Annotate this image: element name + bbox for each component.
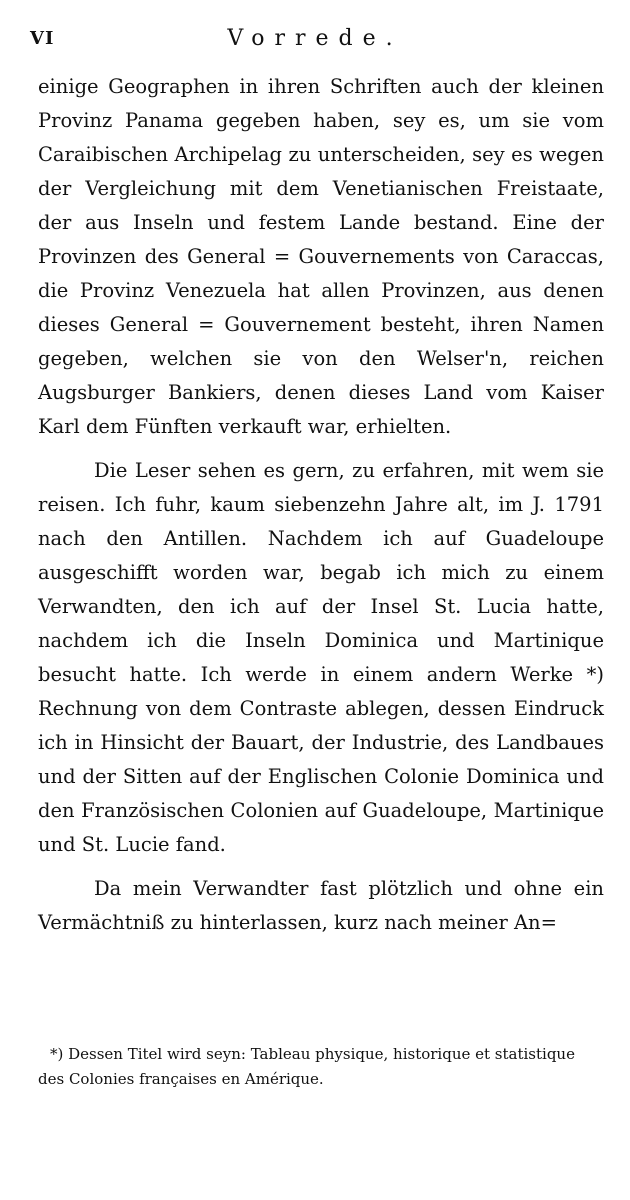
footnote: *) Dessen Titel wird seyn: Tableau physique, historique et statistique des Colonies françaises en Amérique. [38, 1045, 575, 1088]
paragraph-3: Da mein Verwandter fast plötzlich und ohne ein Vermächtniß zu hinterlassen, kurz nach meiner An= [38, 877, 604, 934]
page-header [30, 22, 600, 58]
paragraph-2: Die Leser sehen es gern, zu erfahren, mit wem sie reisen. Ich fuhr, kaum siebenzehn Jahre alt, im J. 1791 nach den Antillen. Nachdem ich auf Guadeloupe ausgeschifft worden war, begab ich mich zu einem Verwandten, den ich auf der Insel St. Lucia hatte, nachdem ich die Inseln Dominica und Martinique besucht hatte. Ich werde in einem andern Werke *) Rechnung von dem Contraste ablegen, dessen Eindruck ich in Hinsicht der Bauart, der Industrie, des Landbaues und der Sitten auf der Englischen Colonie Dominica und den Französischen Colonien auf Guadeloupe, Martinique und St. Lucie fand. [38, 459, 604, 856]
paragraph-1: einige Geographen in ihren Schriften auch der kleinen Provinz Panama gegeben haben, sey es, um sie vom Caraibischen Archipelag zu unterscheiden, sey es wegen der Vergleichung mit dem Venetianischen Freistaate, der aus Inseln und festem Lande bestand. Eine der Provinzen des General = Gouvernements von Caraccas, die Provinz Venezuela hat allen Provinzen, aus denen dieses General = Gouvernement besteht, ihren Namen gegeben, welchen sie von den Welser'n, reichen Augsburger Bankiers, denen dieses Land vom Kaiser Karl dem Fünften verkauft war, erhielten. [38, 75, 604, 438]
body-text [38, 70, 604, 940]
running-head: Vorrede. [227, 26, 403, 51]
page-number: VI [30, 28, 55, 49]
